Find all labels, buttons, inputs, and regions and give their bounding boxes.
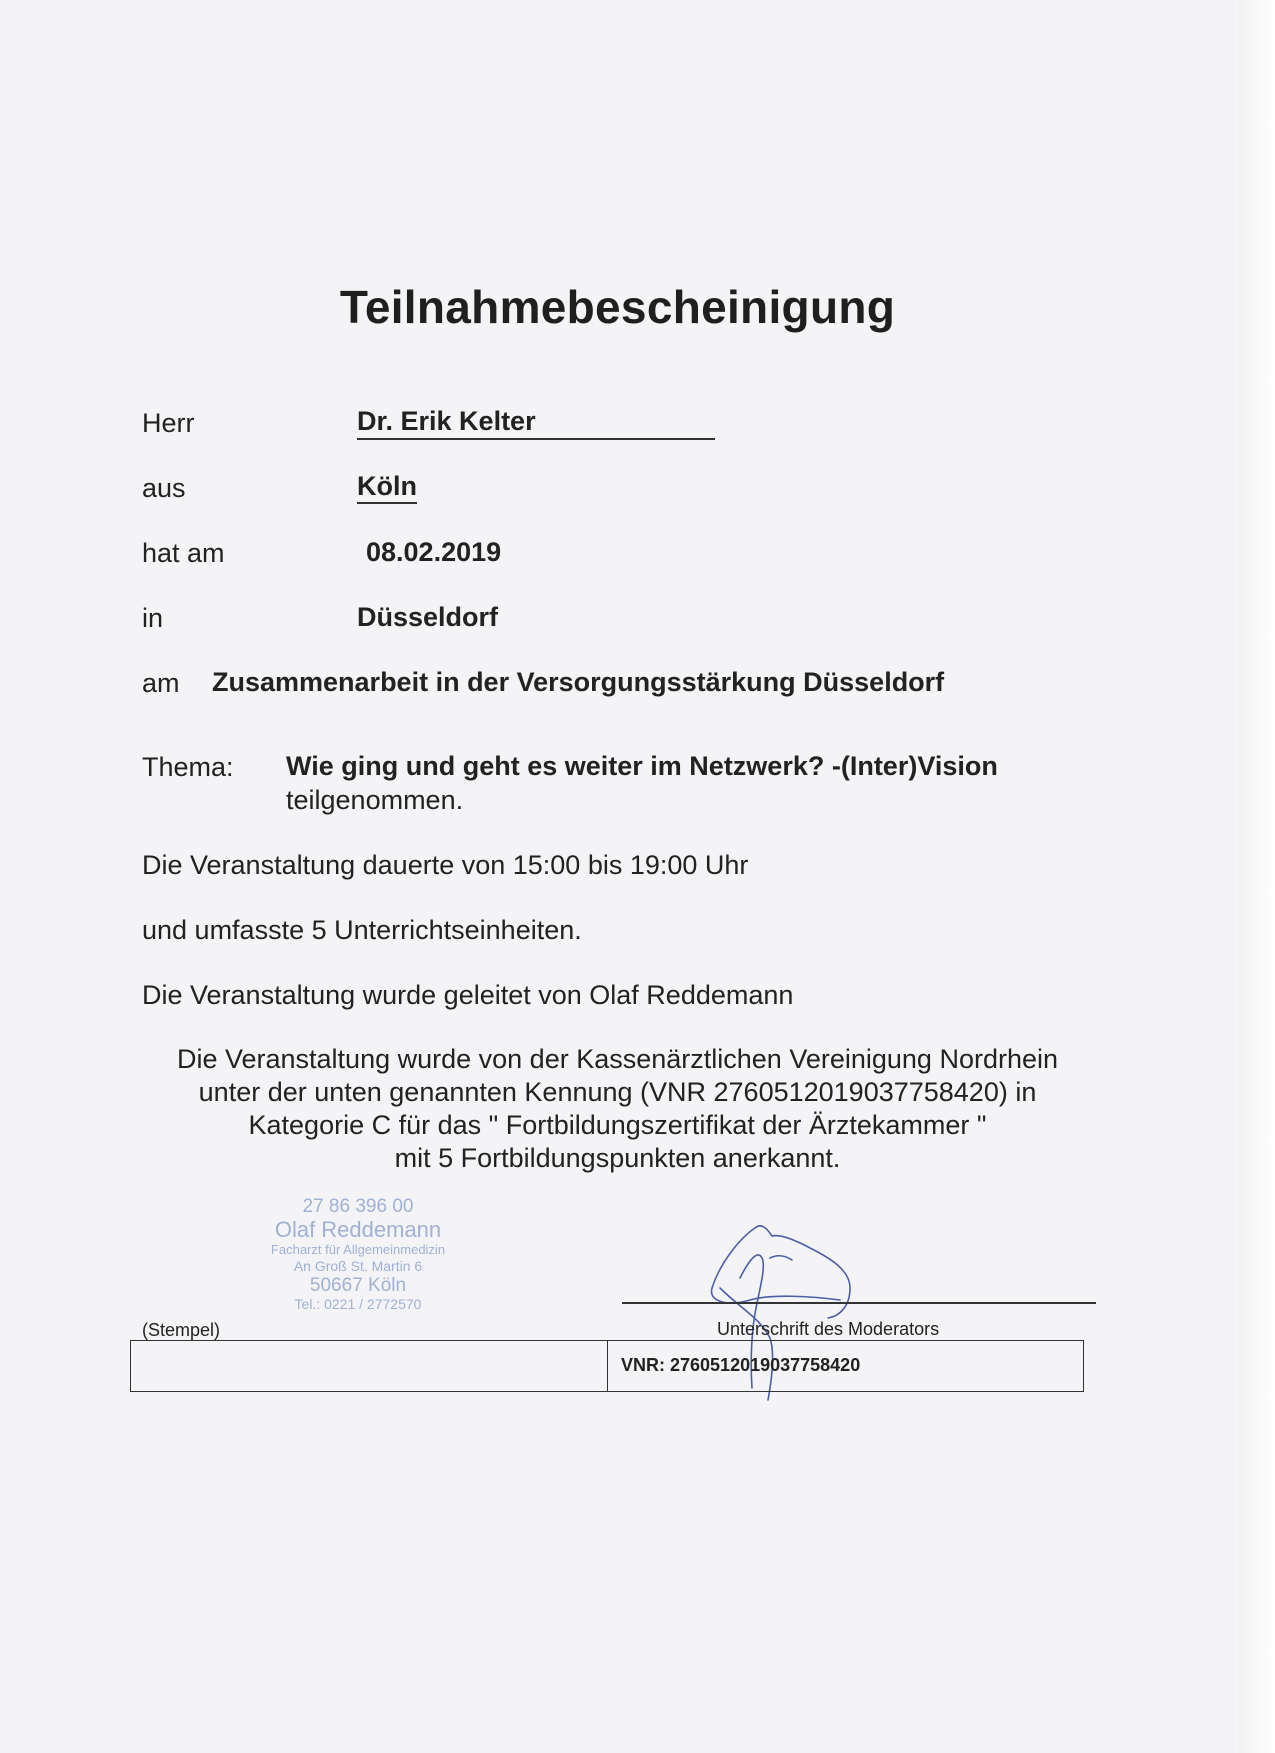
date-label: hat am <box>142 538 225 568</box>
units-text: und umfasste 5 Unterrichtseinheiten. <box>142 915 582 945</box>
duration-text: Die Veranstaltung dauerte von 15:00 bis 19:00 Uhr <box>142 850 749 880</box>
page-edge <box>1239 0 1275 1753</box>
thema-label: Thema: <box>142 752 234 782</box>
location-value: Düsseldorf <box>357 602 499 632</box>
thema-value: Wie ging und geht es weiter im Netzwerk? -(Inter)Vision <box>286 751 998 781</box>
city-value: Köln <box>357 471 417 504</box>
stamp-name: Olaf Reddemann <box>274 1217 442 1242</box>
am-label: am <box>142 668 180 698</box>
stamp-city: 50667 Köln <box>309 1275 407 1296</box>
city-value-wrap <box>357 471 417 502</box>
stamp-phone: Tel.: 0221 / 2772570 <box>294 1296 422 1312</box>
herr-label: Herr <box>142 408 195 438</box>
signature-label: Unterschrift des Moderators <box>717 1319 940 1339</box>
recognition-line: mit 5 Fortbildungspunkten anerkannt. <box>394 1143 841 1173</box>
recognition-line: Die Veranstaltung wurde von der Kassenärztlichen Vereinigung Nordrhein <box>176 1044 1059 1074</box>
stamp-label: (Stempel) <box>142 1320 221 1340</box>
recognition-paragraph <box>0 1043 1235 1175</box>
name-value: Dr. Erik Kelter <box>357 406 715 440</box>
document-title: Teilnahmebescheinigung <box>339 281 896 333</box>
thema-suffix: teilgenommen. <box>286 785 464 815</box>
stamp-number: 27 86 396 00 <box>302 1196 414 1217</box>
aus-label: aus <box>142 473 186 503</box>
recognition-line: Kategorie C für das " Fortbildungszertifikat der Ärztekammer " <box>248 1110 987 1140</box>
vnr-value: VNR: 2760512019037758420 <box>621 1355 861 1375</box>
leader-text: Die Veranstaltung wurde geleitet von Olaf Reddemann <box>142 980 794 1010</box>
event-value: Zusammenarbeit in der Versorgungsstärkung Düsseldorf <box>212 667 945 697</box>
in-label: in <box>142 603 164 633</box>
footer-box <box>130 1340 1084 1392</box>
name-value-wrap <box>357 406 715 440</box>
date-value: 08.02.2019 <box>366 537 502 567</box>
stamp-specialty: Facharzt für Allgemeinmedizin <box>270 1242 446 1257</box>
stamp-street: An Groß St. Martin 6 <box>293 1258 423 1274</box>
recognition-line: unter der unten genannten Kennung (VNR 2760512019037758420) in <box>198 1077 1037 1107</box>
signature-line <box>622 1302 1096 1304</box>
footer-box-divider <box>607 1341 608 1391</box>
doctor-stamp <box>238 1196 478 1313</box>
